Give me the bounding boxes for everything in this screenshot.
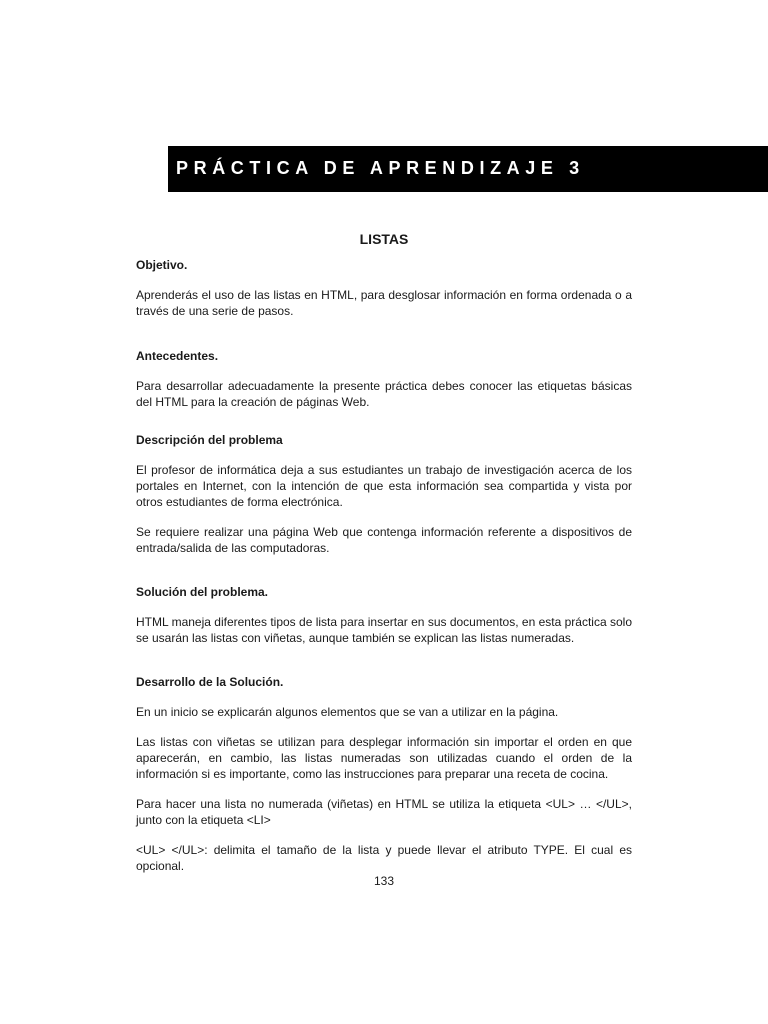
paragraph-descripcion-1: El profesor de informática deja a sus estudiantes un trabajo de investigación acerca de los portales en Internet, con la intención de que esta información sea compartida y vista por otros estudiantes de forma electrónica.: [136, 463, 632, 509]
heading-solucion: Solución del problema.: [136, 585, 269, 599]
heading-antecedentes: Antecedentes.: [136, 349, 219, 363]
page-number: 133: [373, 874, 395, 888]
paragraph-objetivo: Aprenderás el uso de las listas en HTML, para desglosar información en forma ordenada o a través de una serie de pasos.: [136, 288, 632, 318]
paragraph-desarrollo-3: Para hacer una lista no numerada (viñetas) en HTML se utiliza la etiqueta <UL> … </UL>, junto con la etiqueta <LI>: [136, 797, 632, 827]
banner-title: PRÁCTICA DE APRENDIZAJE 3: [176, 158, 585, 178]
practice-banner: [168, 146, 768, 192]
heading-descripcion: Descripción del problema: [136, 433, 283, 447]
paragraph-descripcion-2: Se requiere realizar una página Web que contenga información referente a dispositivos de entrada/salida de las computadoras.: [136, 525, 632, 555]
paragraph-antecedentes: Para desarrollar adecuadamente la presente práctica debes conocer las etiquetas básicas del HTML para la creación de páginas Web.: [136, 379, 632, 409]
paragraph-desarrollo-2: Las listas con viñetas se utilizan para desplegar información sin importar el orden en que aparecerán, en cambio, las listas numeradas son utilizadas cuando el orden de la información si es importante, como las instrucciones para preparar una receta de cocina.: [136, 735, 632, 781]
paragraph-solucion: HTML maneja diferentes tipos de lista para insertar en sus documentos, en esta práctica solo se usarán las listas con viñetas, aunque también se explican las listas numeradas.: [136, 615, 632, 645]
heading-objetivo: Objetivo.: [136, 258, 188, 272]
paragraph-desarrollo-1: En un inicio se explicarán algunos elementos que se van a utilizar en la página.: [136, 705, 559, 719]
page-title: LISTAS: [359, 231, 409, 247]
heading-desarrollo: Desarrollo de la Solución.: [136, 675, 284, 689]
page-content: [136, 230, 632, 874]
paragraph-desarrollo-4: <UL> </UL>: delimita el tamaño de la lista y puede llevar el atributo TYPE. El cual es opcional.: [136, 843, 632, 873]
